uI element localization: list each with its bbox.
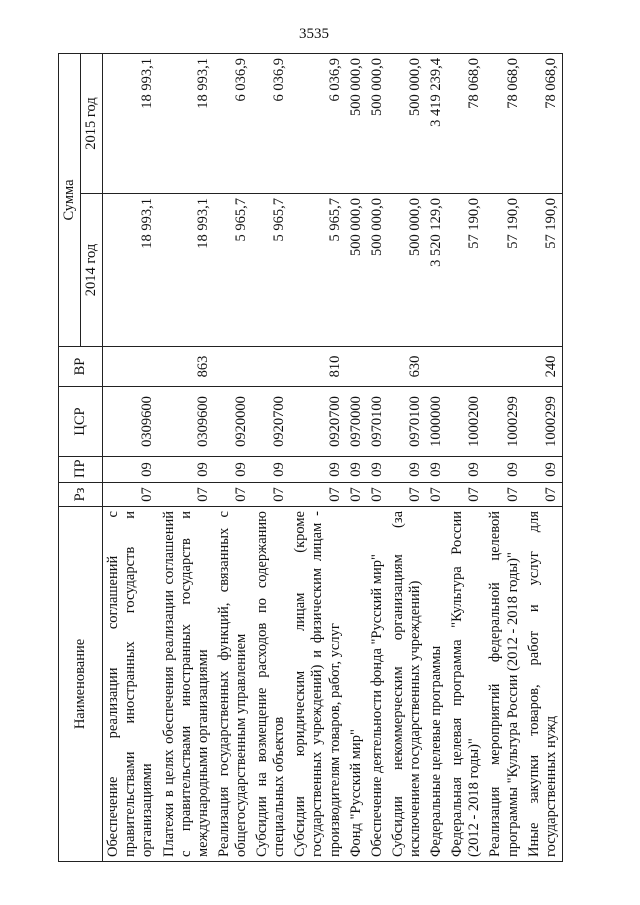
cell-csr: 0309600 [159,387,214,457]
cell-rz: 07 [367,483,388,507]
cell-vr [485,347,523,387]
header-rz: Рз [59,483,103,507]
cell-name: Обеспечение деятельности фонда "Русский мир" [367,507,388,862]
cell-pr: 09 [290,457,345,483]
budget-table [58,53,563,862]
cell-y2015: 18 993,1 [103,54,159,194]
cell-csr: 0970000 [346,387,367,457]
cell-name: Реализация мероприятий федеральной целевой программы "Культура России (2012 - 2018 годы)" [485,507,523,862]
cell-rz: 07 [214,483,252,507]
cell-y2014: 57 190,0 [524,194,563,347]
cell-csr: 0920700 [290,387,345,457]
cell-rz: 07 [252,483,290,507]
cell-y2015: 500 000,0 [367,54,388,194]
cell-name: Реализация государственных функций, связанных с общегосударственным управлением [214,507,252,862]
cell-vr [346,347,367,387]
cell-pr: 09 [214,457,252,483]
cell-rz: 07 [388,483,426,507]
cell-name: Субсидии некоммерческим организациям (за исключением государственных учреждений) [388,507,426,862]
header-sum: Сумма [59,54,81,347]
cell-y2014: 5 965,7 [290,194,345,347]
cell-pr: 09 [159,457,214,483]
cell-y2014: 500 000,0 [388,194,426,347]
cell-y2014: 5 965,7 [252,194,290,347]
cell-rz: 07 [290,483,345,507]
cell-y2015: 6 036,9 [214,54,252,194]
cell-vr: 863 [159,347,214,387]
budget-table-rotated [58,54,610,862]
cell-y2015: 78 068,0 [485,54,523,194]
cell-pr: 09 [346,457,367,483]
header-vr: ВР [59,347,103,387]
cell-csr: 1000200 [447,387,485,457]
table-row [290,54,345,862]
table-body [103,54,563,862]
cell-csr: 0970100 [367,387,388,457]
cell-csr: 1000000 [426,387,447,457]
cell-y2014: 500 000,0 [367,194,388,347]
table-row [367,54,388,862]
cell-csr: 0309600 [103,387,159,457]
cell-y2015: 6 036,9 [252,54,290,194]
cell-rz: 07 [447,483,485,507]
cell-vr: 240 [524,347,563,387]
cell-name: Федеральная целевая программа "Культура России (2012 - 2018 годы)" [447,507,485,862]
table-row [426,54,447,862]
cell-vr [367,347,388,387]
cell-name: Фонд "Русский мир" [346,507,367,862]
cell-y2014: 3 520 129,0 [426,194,447,347]
table-row [388,54,426,862]
cell-pr: 09 [252,457,290,483]
cell-pr: 09 [447,457,485,483]
cell-y2014: 5 965,7 [214,194,252,347]
cell-csr: 0970100 [388,387,426,457]
header-name: Наименование [59,507,103,862]
cell-rz: 07 [524,483,563,507]
cell-pr: 09 [367,457,388,483]
table-row [485,54,523,862]
header-2014: 2014 год [81,194,103,347]
cell-name: Платежи в целях обеспечения реализации соглашений с правительствами иностранных государств и международными организациями [159,507,214,862]
cell-y2015: 500 000,0 [388,54,426,194]
cell-vr: 630 [388,347,426,387]
header-2015: 2015 год [81,54,103,194]
cell-y2015: 78 068,0 [524,54,563,194]
cell-vr: 810 [290,347,345,387]
header-pr: ПР [59,457,103,483]
cell-pr: 09 [103,457,159,483]
cell-y2014: 18 993,1 [103,194,159,347]
cell-vr [447,347,485,387]
cell-csr: 0920700 [252,387,290,457]
table-row [252,54,290,862]
cell-y2015: 3 419 239,4 [426,54,447,194]
header-csr: ЦСР [59,387,103,457]
cell-name: Обеспечение реализации соглашений с правительствами иностранных государств и организациями [103,507,159,862]
cell-pr: 09 [426,457,447,483]
cell-rz: 07 [426,483,447,507]
cell-pr: 09 [524,457,563,483]
cell-y2014: 57 190,0 [447,194,485,347]
cell-rz: 07 [103,483,159,507]
cell-y2014: 57 190,0 [485,194,523,347]
table-row [447,54,485,862]
cell-csr: 1000299 [524,387,563,457]
cell-y2014: 18 993,1 [159,194,214,347]
cell-name: Субсидии юридическим лицам (кроме государственных учреждений) и физическим лицам - производителям товаров, работ, услуг [290,507,345,862]
cell-y2014: 500 000,0 [346,194,367,347]
table-row [214,54,252,862]
table-row [103,54,159,862]
cell-vr [252,347,290,387]
cell-vr [426,347,447,387]
cell-pr: 09 [485,457,523,483]
table-row [346,54,367,862]
cell-name: Иные закупки товаров, работ и услуг для государственных нужд [524,507,563,862]
cell-y2015: 78 068,0 [447,54,485,194]
cell-csr: 0920000 [214,387,252,457]
page-number: 3535 [299,26,329,42]
cell-vr [103,347,159,387]
cell-y2015: 18 993,1 [159,54,214,194]
cell-csr: 1000299 [485,387,523,457]
cell-name: Субсидии на возмещение расходов по содержанию специальных объектов [252,507,290,862]
cell-rz: 07 [346,483,367,507]
cell-name: Федеральные целевые программы [426,507,447,862]
cell-vr [214,347,252,387]
cell-y2015: 500 000,0 [346,54,367,194]
table-row [524,54,563,862]
cell-rz: 07 [485,483,523,507]
cell-pr: 09 [388,457,426,483]
cell-rz: 07 [159,483,214,507]
table-row [159,54,214,862]
header-row [59,54,81,862]
cell-y2015: 6 036,9 [290,54,345,194]
